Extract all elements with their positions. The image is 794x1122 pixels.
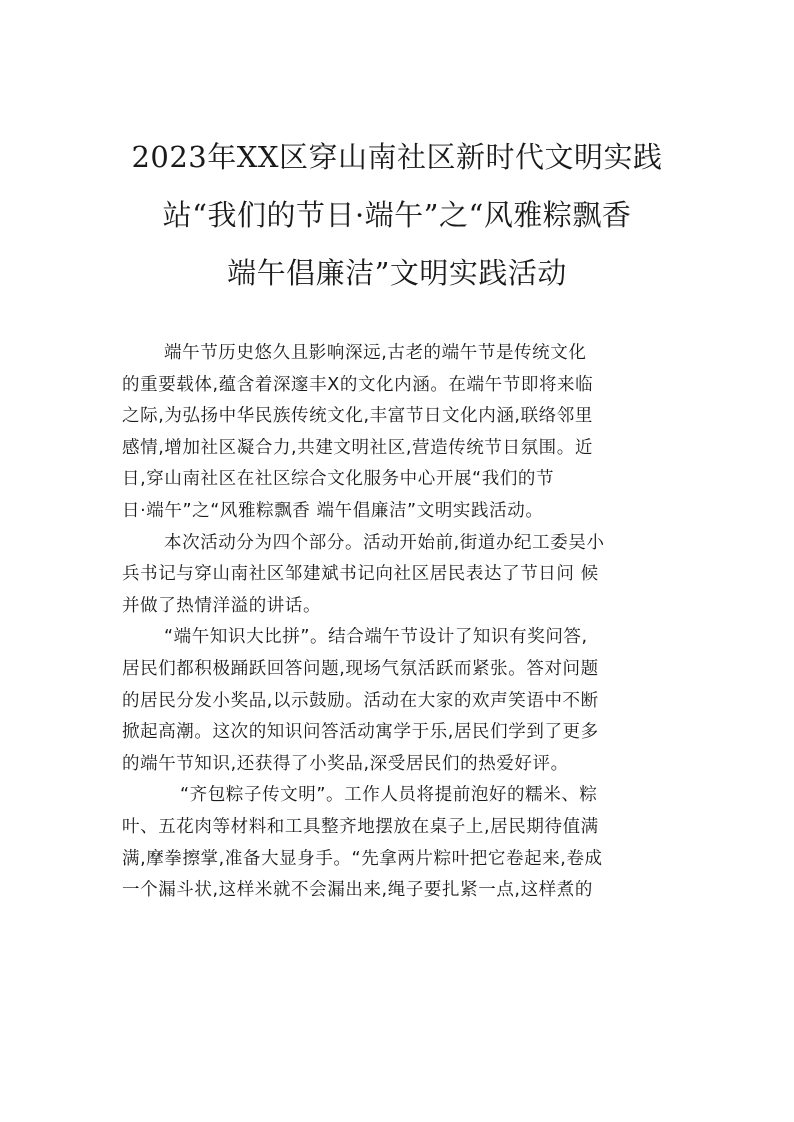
body-line: 兵书记与穿山南社区邹建斌书记向社区居民表达了节日问 候 — [122, 564, 599, 585]
body-line: 感情,增加社区凝合力,共建文明社区,营造传统节日氛围。近 — [122, 437, 593, 458]
body-line: 日·端午”之“风雅粽飘香 端午倡廉洁”文明实践活动。 — [122, 500, 544, 521]
title-line: 端午倡廉洁”文明实践活动 — [227, 256, 567, 290]
body-line: 的居民分发小奖品,以示鼓励。活动在大家的欢声笑语中不断 — [122, 690, 599, 711]
body-line: 的端午节知识,还获得了小奖品,深受居民们的热爱好评。 — [122, 753, 569, 774]
body-line: 并做了热情洋溢的讲话。 — [122, 595, 322, 616]
title-line: 2023年XX区穿山南社区新时代文明实践 — [131, 140, 663, 174]
document-body — [122, 338, 678, 907]
document-title — [110, 128, 684, 302]
body-line: 端午节历史悠久且影响深远,古老的端午节是传统文化 — [164, 343, 587, 363]
body-line: 本次活动分为四个部分。活动开始前,街道办纪工委吴小 — [164, 532, 605, 553]
body-line: 满,摩拳擦掌,准备大显身手。“先拿两片粽叶把它卷起来,卷成 — [122, 848, 603, 869]
body-line: 的重要载体,蕴含着深邃丰X的文化内涵。在端午节即将来临 — [122, 374, 594, 395]
body-line: 一个漏斗状,这样米就不会漏出来,绳子要扎紧一点,这样煮的 — [122, 880, 593, 901]
body-line: 日,穿山南社区在社区综合文化服务中心开展“我们的节 — [122, 469, 555, 490]
body-line: 居民们都积极踊跃回答问题,现场气氛活跃而紧张。答对问题 — [122, 658, 599, 679]
body-line: “端午知识大比拼”。结合端午节设计了知识有奖问答, — [164, 627, 588, 648]
body-line: 叶、五花肉等材料和工具整齐地摆放在桌子上,居民期待值满 — [122, 816, 599, 837]
body-line: 之际,为弘扬中华民族传统文化,丰富节日文化内涵,联络邻里 — [122, 406, 593, 427]
body-line: 掀起高潮。这次的知识问答活动寓学于乐,居民们学到了更多 — [122, 722, 599, 743]
body-line: “齐包粽子传文明”。工作人员将提前泡好的糯米、粽 — [180, 785, 598, 806]
title-line: 站“我们的节日·端午”之“风雅粽飘香 — [162, 198, 632, 232]
